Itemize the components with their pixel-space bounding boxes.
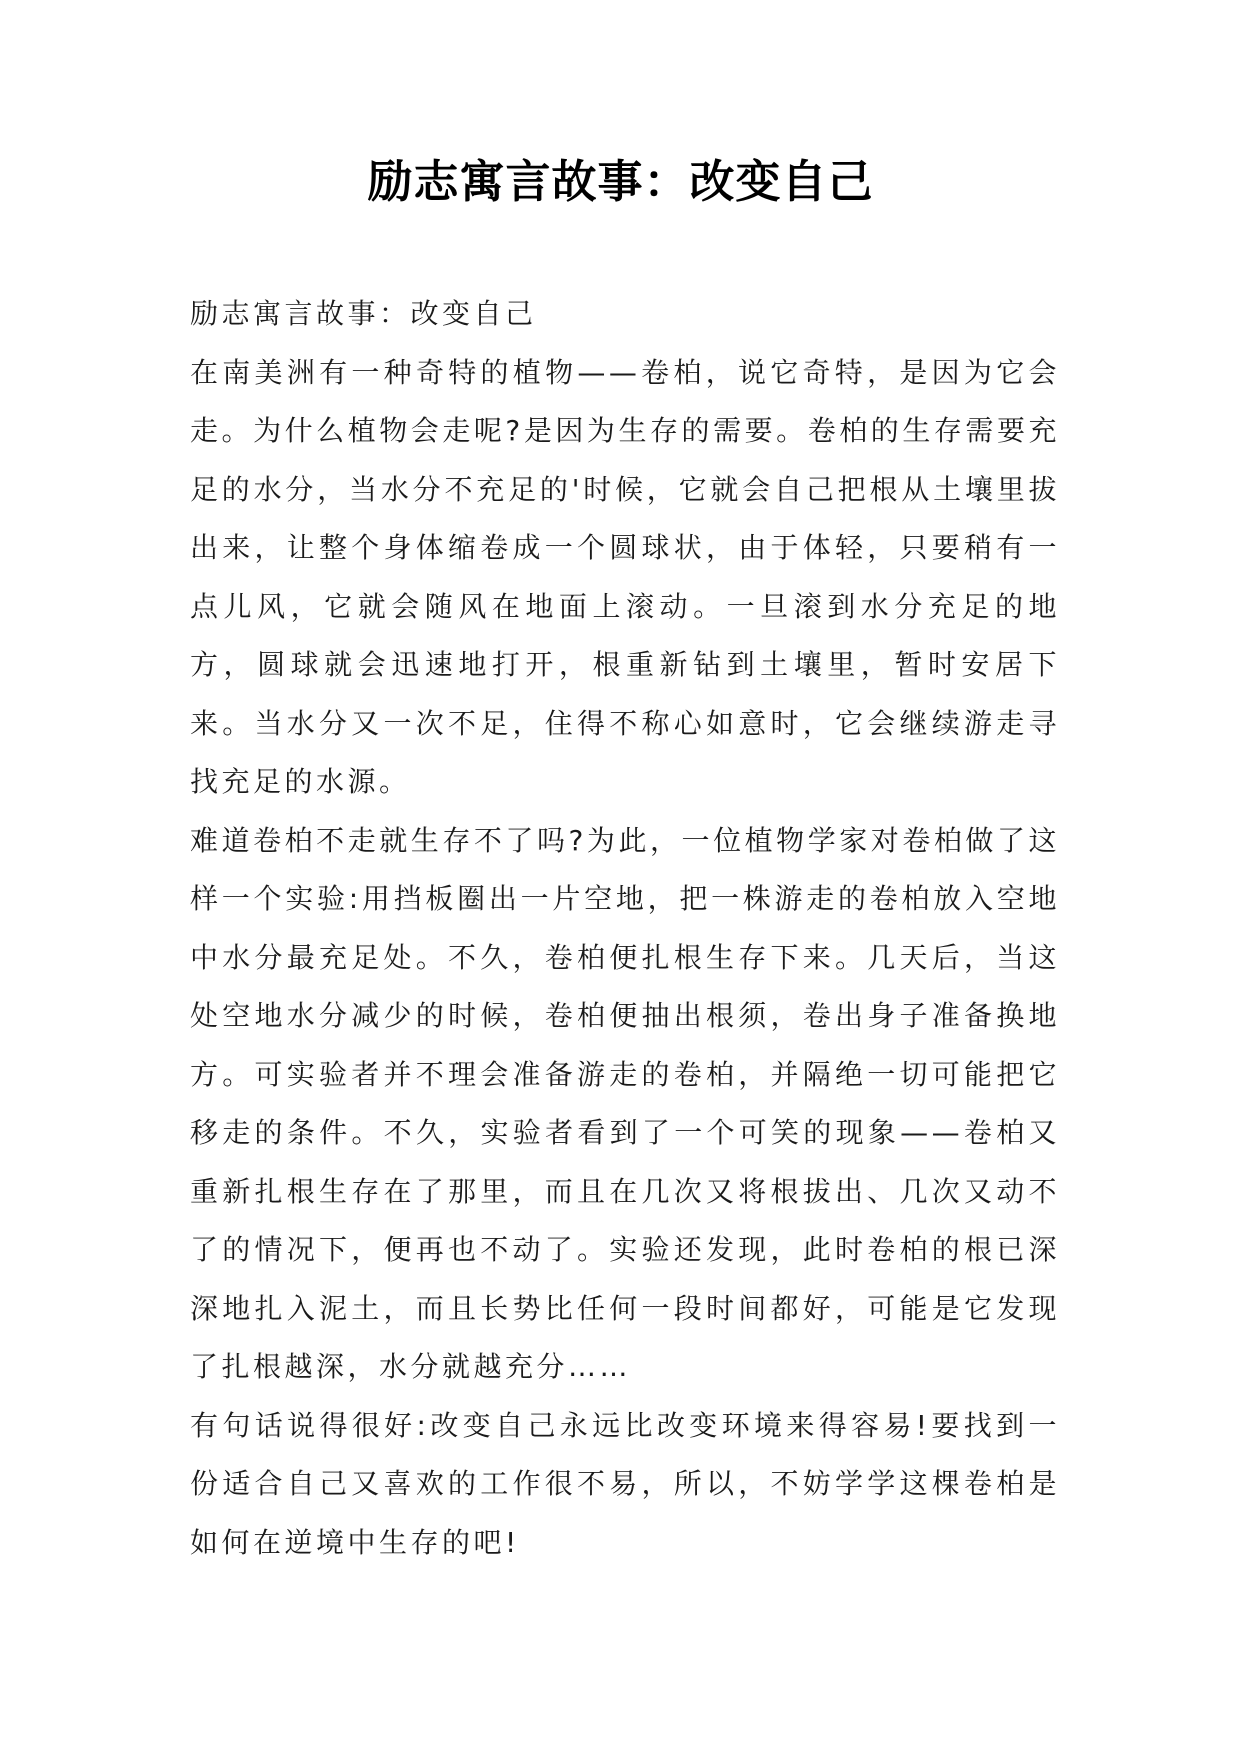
paragraph-3: 有句话说得很好:改变自己永远比改变环境来得容易!要找到一份适合自己又喜欢的工作很不易，所以，不妨学学这棵卷柏是如何在逆境中生存的吧! bbox=[190, 1408, 1060, 1559]
paragraph-1: 在南美洲有一种奇特的植物——卷柏，说它奇特，是因为它会走。为什么植物会走呢?是因为生存的需要。卷柏的生存需要充足的水分，当水分不充足的'时候，它就会自己把根从土壤里拔出来，让整个身体缩卷成一个圆球状，由于体轻，只要稍有一点儿风，它就会随风在地面上滚动。一旦滚到水分充足的地方，圆球就会迅速地打开，根重新钻到土壤里，暂时安居下来。当水分又一次不足，住得不称心如意时，它会继续游走寻找充足的水源。 bbox=[190, 355, 1060, 798]
paragraph-subtitle: 励志寓言故事：改变自己 bbox=[190, 297, 537, 330]
document-body bbox=[190, 285, 1060, 1572]
page-title: 励志寓言故事：改变自己 bbox=[367, 155, 874, 208]
paragraph-2: 难道卷柏不走就生存不了吗?为此，一位植物学家对卷柏做了这样一个实验:用挡板圈出一片空地，把一株游走的卷柏放入空地中水分最充足处。不久，卷柏便扎根生存下来。几天后，当这处空地水分减少的时候，卷柏便抽出根须，卷出身子准备换地方。可实验者并不理会准备游走的卷柏，并隔绝一切可能把它移走的条件。不久，实验者看到了一个可笑的现象——卷柏又重新扎根生存在了那里，而且在几次又将根拔出、几次又动不了的情况下，便再也不动了。实验还发现，此时卷柏的根已深深地扎入泥土，而且长势比任何一段时间都好，可能是它发现了扎根越深，水分就越充分…… bbox=[190, 823, 1060, 1383]
